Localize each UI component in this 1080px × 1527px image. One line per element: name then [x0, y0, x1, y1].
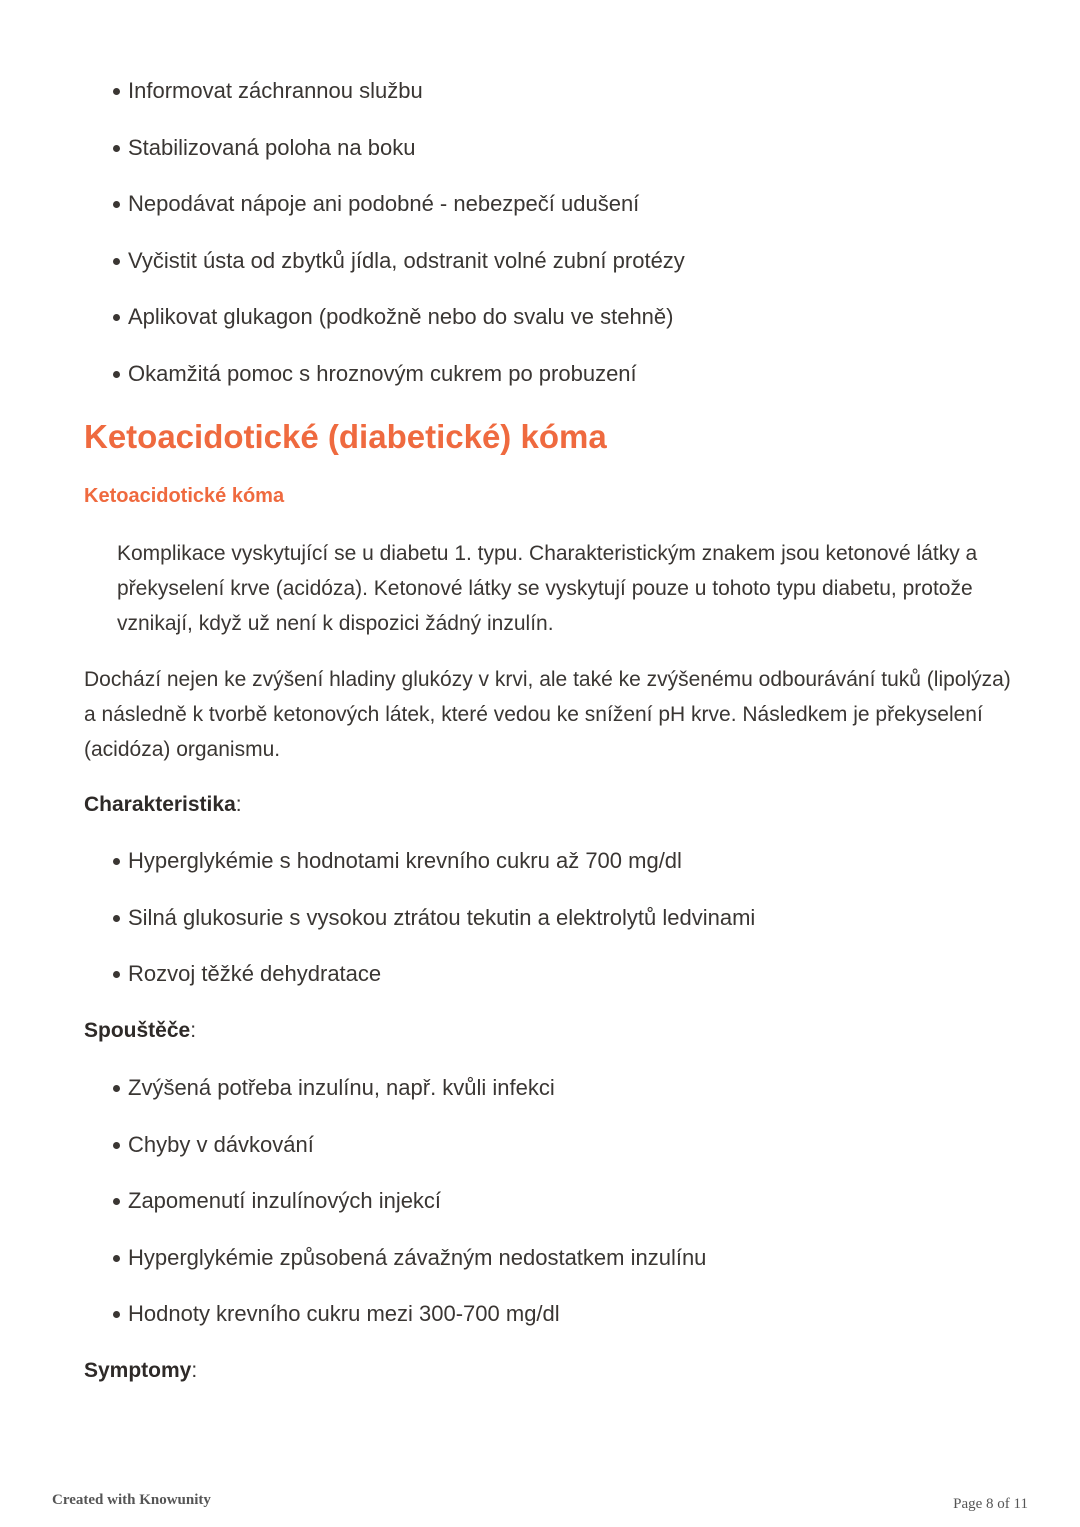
list-item: Silná glukosurie s vysokou ztrátou tekutin a elektrolytů ledvinami [84, 903, 755, 933]
footer-credit: Created with Knowunity [52, 1492, 211, 1508]
section-subheading: Ketoacidotické kóma [84, 485, 285, 507]
list-item: Chyby v dávkování [84, 1130, 706, 1160]
list-item: Hodnoty krevního cukru mezi 300-700 mg/dl [84, 1299, 706, 1329]
symptoms-colon: : [191, 1359, 198, 1382]
list-item: Aplikovat glukagon (podkožně nebo do svalu ve stehně) [84, 302, 685, 332]
characteristics-list [84, 846, 755, 989]
list-item: Okamžitá pomoc s hroznovým cukrem po probuzení [84, 359, 685, 389]
list-item: Hyperglykémie s hodnotami krevního cukru až 700 mg/dl [84, 846, 755, 876]
triggers-colon: : [190, 1019, 197, 1042]
definition-quote: Komplikace vyskytující se u diabetu 1. typu. Charakteristickým znakem jsou ketonové látky a překyselení krve (acidóza). Ketonové látky se vyskytují pouze u tohoto typu diabetu, protože vznikají, když už není k dispozici žádný inzulín. [117, 542, 978, 635]
explanation-paragraph: Dochází nejen ke zvýšení hladiny glukózy v krvi, ale také ke zvýšenému odbourávání tuků (lipolýza) a následně k tvorbě ketonových látek, které vedou ke snížení pH krve. Následkem je překyselení (acidóza) organismu. [84, 668, 1011, 761]
list-item: Informovat záchrannou službu [84, 76, 685, 106]
page-number: Page 8 of 11 [953, 1496, 1028, 1512]
characteristics-label-text: Charakteristika [84, 793, 236, 816]
triggers-label [84, 1016, 196, 1046]
characteristics-label [84, 790, 242, 820]
list-item: Rozvoj těžké dehydratace [84, 959, 755, 989]
triggers-label-text: Spouštěče [84, 1019, 191, 1042]
list-item: Zvýšená potřeba inzulínu, např. kvůli infekci [84, 1073, 706, 1103]
list-item: Stabilizovaná poloha na boku [84, 133, 685, 163]
list-item: Nepodávat nápoje ani podobné - nebezpečí udušení [84, 189, 685, 219]
list-item: Zapomenutí inzulínových injekcí [84, 1186, 706, 1216]
characteristics-colon: : [235, 793, 242, 816]
section-heading: Ketoacidotické (diabetické) kóma [84, 418, 607, 455]
triggers-list [84, 1073, 706, 1329]
symptoms-label-text: Symptomy [84, 1359, 192, 1382]
first-aid-list [84, 76, 685, 389]
list-item: Hyperglykémie způsobená závažným nedostatkem inzulínu [84, 1243, 706, 1273]
list-item: Vyčistit ústa od zbytků jídla, odstranit volné zubní protézy [84, 246, 685, 276]
symptoms-label [84, 1356, 197, 1386]
